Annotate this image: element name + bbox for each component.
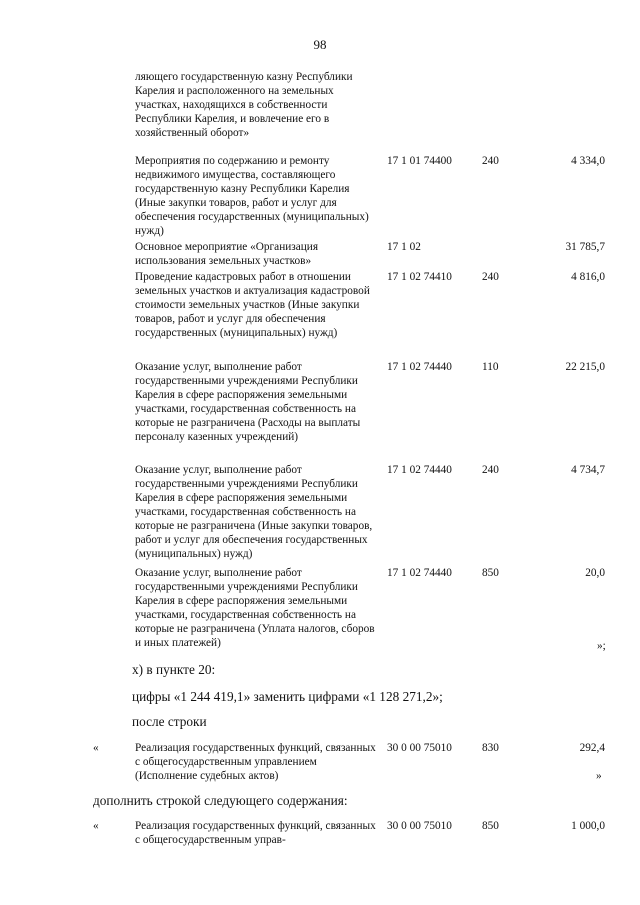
row-name: Основное мероприятие «Организация использования земельных участков» — [135, 241, 319, 267]
row-code: 17 1 02 74440 — [387, 464, 452, 476]
row-vr: 240 — [482, 464, 499, 476]
closing-quote: » — [596, 770, 602, 782]
row-vr: 240 — [482, 155, 499, 167]
row-code: 30 0 00 75010 — [387, 820, 452, 832]
row-name: Реализация государственных функций, связанных с общегосударственным управлением (Исполнение судебных актов) — [135, 742, 376, 782]
row-vr: 850 — [482, 567, 499, 579]
paragraph-after-row: после строки — [132, 714, 207, 729]
row-sum: 1 000,0 — [571, 820, 605, 832]
row-vr: 110 — [482, 361, 499, 373]
row-name: Оказание услуг, выполнение работ государственными учреждениями Республики Карелия в сфере распоряжения земельными участками, государственная собственность на которые не разграничена (Иные закупки товаров, работ и услуг для обеспечения государственных (муниципальных) нужд) — [135, 464, 373, 560]
row-code: 17 1 02 74440 — [387, 567, 452, 579]
closing-quote: »; — [597, 640, 606, 652]
row-sum: 20,0 — [585, 567, 605, 579]
row-name: Проведение кадастровых работ в отношении земельных участков и актуализация кадастровой стоимости земельных участков (Иные закупки товаров, работ и услуг для обеспечения государственных (муниципальных) нужд) — [135, 271, 370, 339]
row-name: Оказание услуг, выполнение работ государственными учреждениями Республики Карелия в сфере распоряжения земельными участками, государственная собственность на которые не разграничена (Расходы на выплаты персоналу казенных учреждений) — [135, 361, 361, 443]
opening-quote: « — [93, 820, 99, 832]
opening-quote: « — [93, 742, 99, 754]
row-code: 17 1 02 74410 — [387, 271, 452, 283]
row-sum: 4 734,7 — [571, 464, 605, 476]
page-number: 98 — [313, 37, 327, 52]
paragraph-digits: цифры «1 244 419,1» заменить цифрами «1 128 271,2»; — [132, 689, 443, 704]
row-vr: 850 — [482, 820, 499, 832]
row-code: 17 1 02 74440 — [387, 361, 452, 373]
row-sum: 22 215,0 — [565, 361, 605, 373]
row-vr: 240 — [482, 271, 499, 283]
row-vr: 830 — [482, 742, 499, 754]
row-name: Оказание услуг, выполнение работ государственными учреждениями Республики Карелия в сфере распоряжения земельными участками, государственная собственность на которые не разграничена (Уплата налогов, сборов и иных платежей) — [135, 567, 375, 649]
paragraph-item-x: х) в пункте 20: — [132, 662, 216, 677]
paragraph-add-row: дополнить строкой следующего содержания: — [93, 793, 348, 808]
row-code: 17 1 02 — [387, 241, 421, 253]
row-name: Реализация государственных функций, связанных с общегосударственным управ- — [135, 820, 376, 846]
row-sum: 31 785,7 — [565, 241, 605, 253]
row-name: ляющего государственную казну Республики Карелия и расположенного на земельных участках, находящихся в собственности Республики Карелия, и вовлечение его в хозяйственный оборот» — [135, 71, 353, 139]
row-sum: 4 334,0 — [571, 155, 605, 167]
row-sum: 4 816,0 — [571, 271, 605, 283]
row-sum: 292,4 — [579, 742, 605, 754]
row-name: Мероприятия по содержанию и ремонту недвижимого имущества, составляющего государственную казну Республики Карелия (Иные закупки товаров, работ и услуг для обеспечения государственных (муниципальных) нужд) — [135, 155, 369, 237]
row-code: 17 1 01 74400 — [387, 155, 452, 167]
row-code: 30 0 00 75010 — [387, 742, 452, 754]
